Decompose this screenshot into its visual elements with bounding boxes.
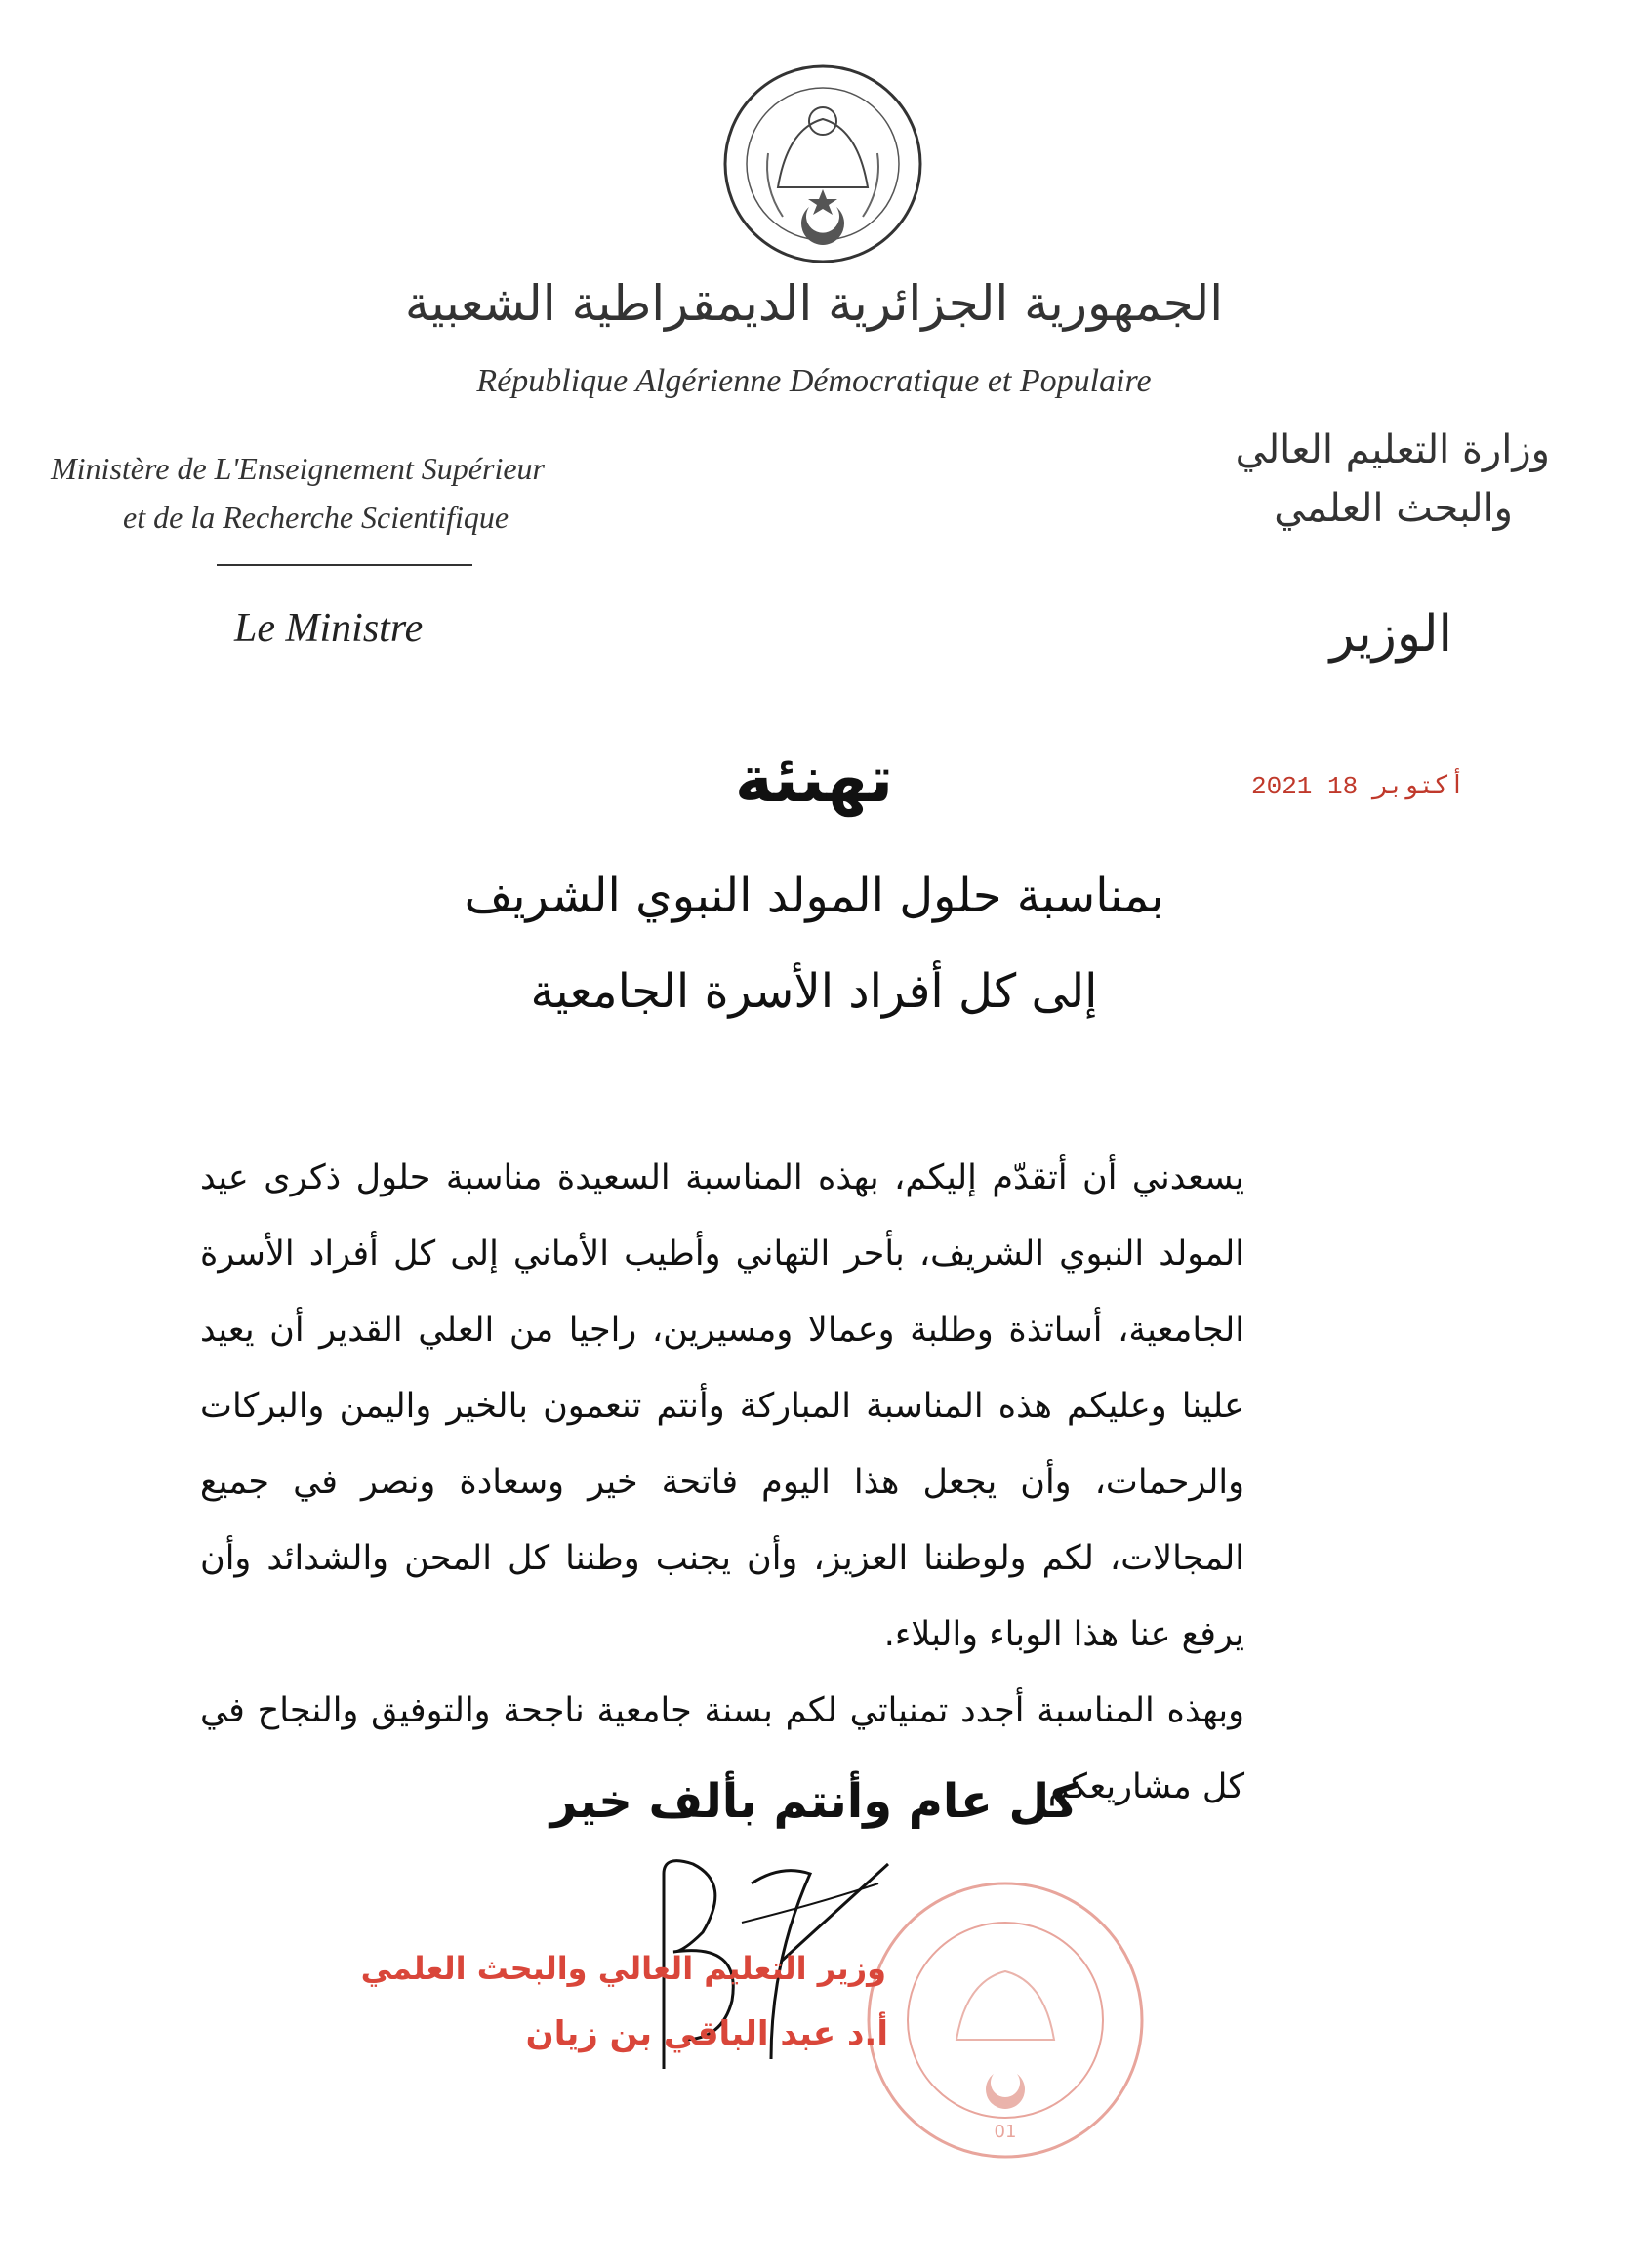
signatory-name: أ.د عبد الباقي بن زيان xyxy=(525,2014,888,2053)
document-title: تهنئة xyxy=(734,742,894,817)
ministry-name-arabic-line1: وزارة التعليم العالي xyxy=(1235,427,1550,472)
date-stamp: 2021 أكتوبر 18 xyxy=(1251,772,1465,801)
svg-text:01: 01 xyxy=(994,2122,1017,2142)
body-paragraph-2: وبهذه المناسبة أجدد تمنياتي لكم بسنة جامعية ناجحة والتوفيق والنجاح في كل مشاريعكم. xyxy=(200,1691,1244,1806)
le-ministre-label: Le Ministre xyxy=(234,606,424,651)
subtitle-line2: إلى كل أفراد الأسرة الجامعية xyxy=(530,964,1098,1019)
republic-name-french: République Algérienne Démocratique et Populaire xyxy=(476,363,1152,399)
ministry-divider xyxy=(217,564,472,566)
closing-greeting: كل عام وأنتم بألف خير xyxy=(549,1774,1079,1829)
ministry-name-arabic-line2: والبحث العلمي xyxy=(1274,486,1513,531)
subtitle-line1: بمناسبة حلول المولد النبوي الشريف xyxy=(464,869,1164,923)
official-red-seal xyxy=(859,1874,1152,2167)
letter-body xyxy=(200,1140,1244,1825)
minister-label-arabic: الوزير xyxy=(1329,605,1452,664)
ministry-name-french-line1: Ministère de L'Enseignement Supérieur xyxy=(51,451,545,486)
signatory-title: وزير التعليم العالي والبحث العلمي xyxy=(360,1950,886,1987)
republic-name-arabic: الجمهورية الجزائرية الديمقراطية الشعبية xyxy=(404,275,1224,332)
body-paragraph-1: يسعدني أن أتقدّم إليكم، بهذه المناسبة السعيدة مناسبة حلول ذكرى عيد المولد النبوي الشريف، بأحر التهاني وأطيب الأماني إلى كل أفراد الأسرة الجامعية، أساتذة وطلبة وعمالا ومسيرين، راجيا من العلي القدير أن يعيد علينا وعليكم هذه المناسبة المباركة وأنتم تنعمون بالخير واليمن والبركات والرحمات، وأن يجعل هذا اليوم فاتحة خير وسعادة ونصر في جميع المجالات، لكم ولوطننا العزيز، وأن يجنب وطننا كل المحن والشدائد وأن يرفع عنا هذا الوباء والبلاء. xyxy=(200,1158,1244,1654)
ministry-name-french-line2: et de la Recherche Scientifique xyxy=(123,500,509,535)
algeria-emblem-seal xyxy=(719,61,926,267)
